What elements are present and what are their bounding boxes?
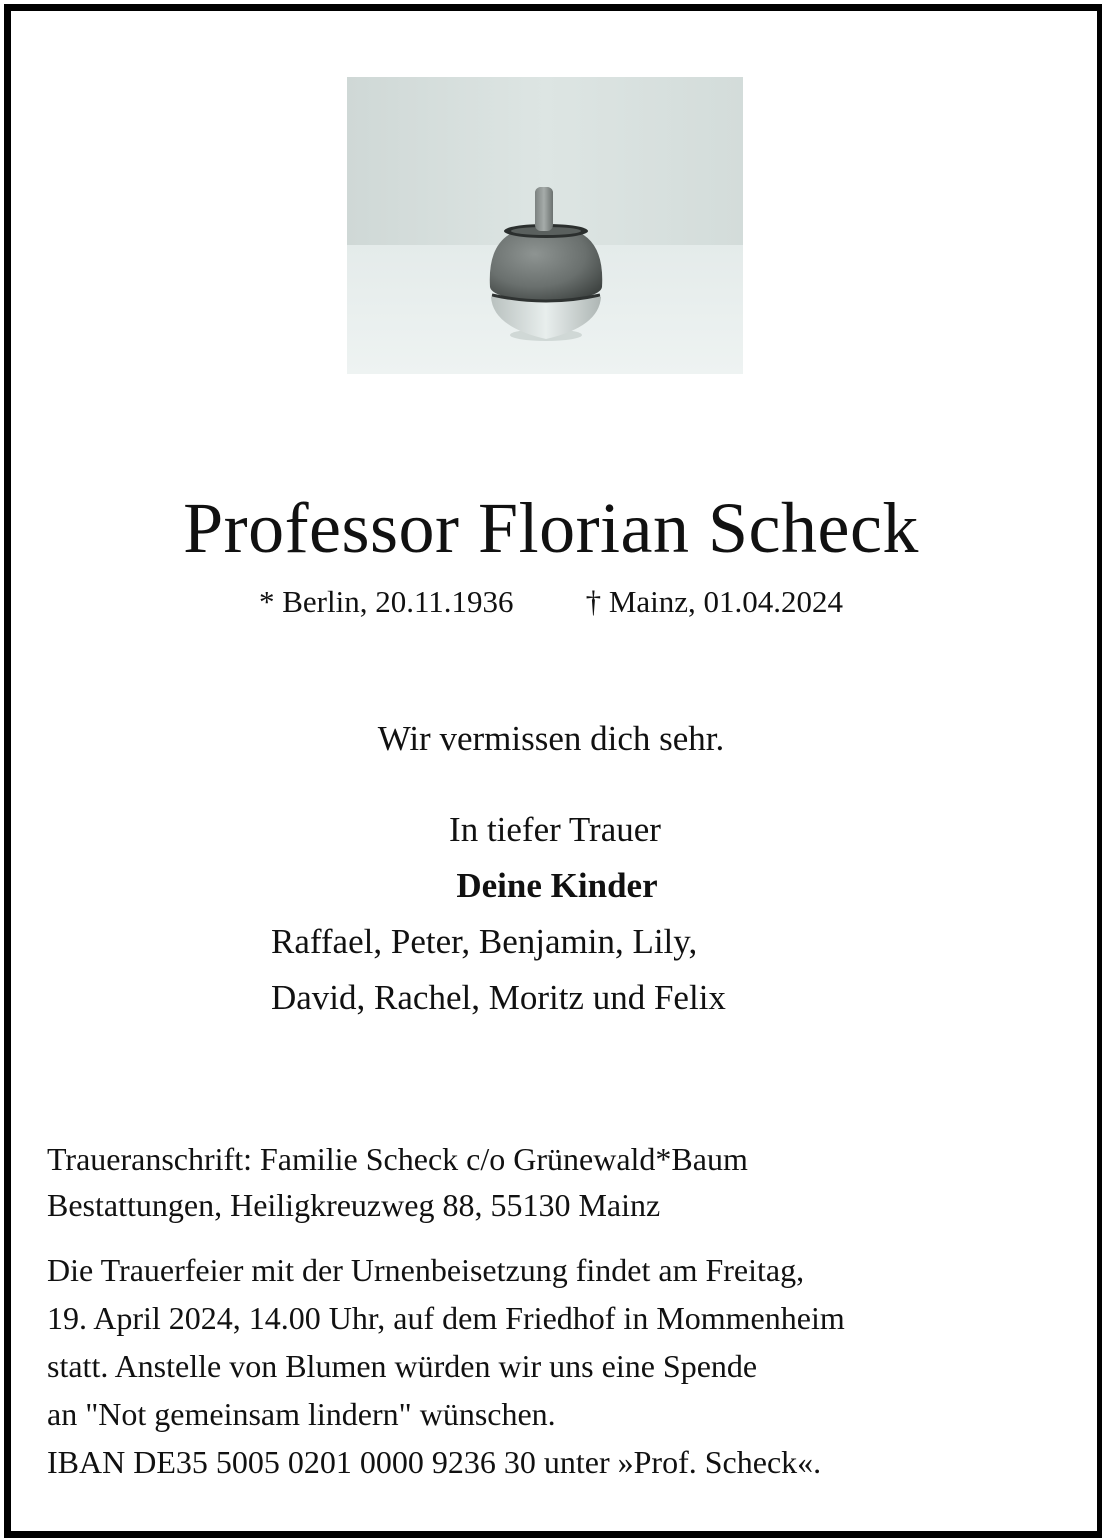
address-line: Bestattungen, Heiligkreuzweg 88, 55130 Mainz xyxy=(47,1187,661,1223)
address-line: Traueranschrift: Familie Scheck c/o Grünewald*Baum xyxy=(47,1141,748,1177)
mourners-names-line-2: David, Rachel, Moritz und Felix xyxy=(271,978,726,1017)
spinning-top-icon xyxy=(347,77,743,374)
mourners-names-line-1: Raffael, Peter, Benjamin, Lily, xyxy=(271,922,698,961)
ceremony-line: statt. Anstelle von Blumen würden wir uns eine Spende xyxy=(47,1348,758,1384)
deceased-name: Professor Florian Scheck xyxy=(183,488,919,568)
donation-iban: IBAN DE35 5005 0201 0000 9236 30 unter »Prof. Scheck«. xyxy=(47,1444,822,1480)
ceremony-line: an "Not gemeinsam lindern" wünschen. xyxy=(47,1396,556,1432)
ceremony-info xyxy=(47,1246,1067,1486)
ceremony-line: 19. April 2024, 14.00 Uhr, auf dem Friedhof in Mommenheim xyxy=(47,1300,845,1336)
remembrance-message: Wir vermissen dich sehr. xyxy=(377,719,725,758)
memorial-photo xyxy=(347,77,743,374)
mourners-heading: Deine Kinder xyxy=(456,866,658,905)
ceremony-line: Die Trauerfeier mit der Urnenbeisetzung findet am Freitag, xyxy=(47,1252,805,1288)
birth-date: * Berlin, 20.11.1936 xyxy=(258,584,514,619)
death-date: † Mainz, 01.04.2024 xyxy=(585,584,844,619)
mourning-intro: In tiefer Trauer xyxy=(449,810,661,849)
life-dates xyxy=(0,584,1102,620)
condolence-address xyxy=(47,1136,1057,1228)
